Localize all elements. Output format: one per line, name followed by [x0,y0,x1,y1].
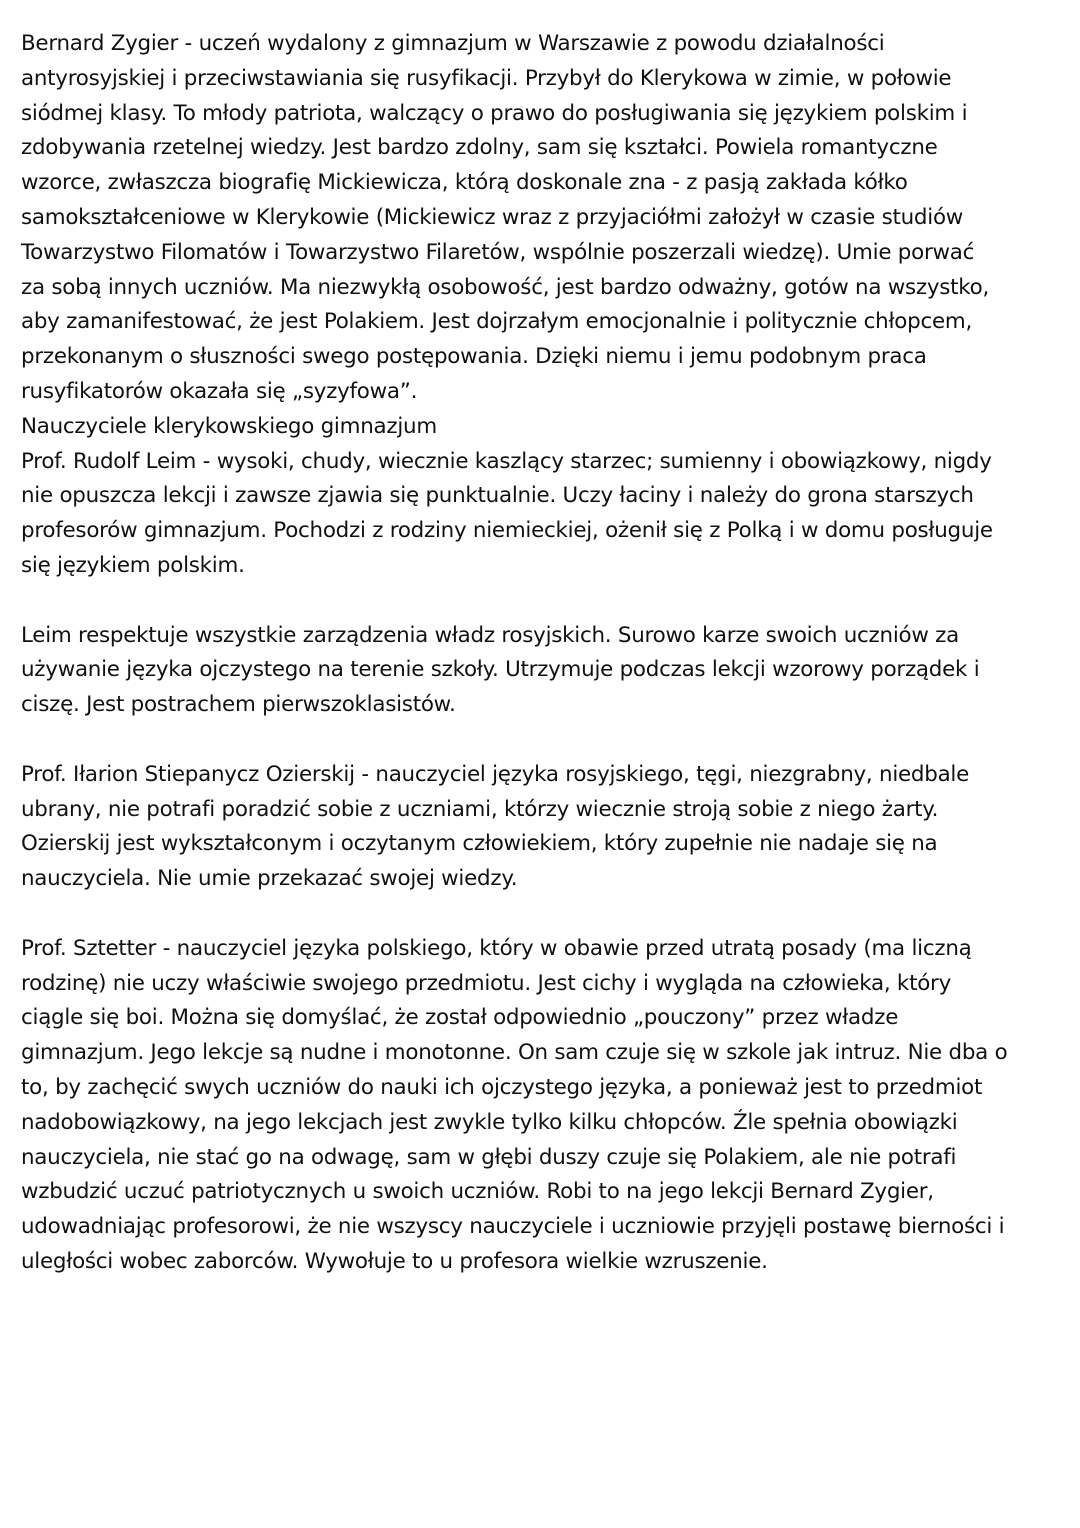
document-page [21,27,1061,1280]
text-line: to, by zachęcić swych uczniów do nauki ich ojczystego języka, a ponieważ jest to przedmiot [21,1074,983,1100]
text-line: Prof. Rudolf Leim - wysoki, chudy, wiecznie kaszlący starzec; sumienny i obowiązkowy, nigdy [21,448,992,474]
text-line: uległości wobec zaborców. Wywołuje to u profesora wielkie wzruszenie. [21,1248,768,1274]
text-line: rodzinę) nie uczy właściwie swojego przedmiotu. Jest cichy i wygląda na człowieka, który [21,970,951,996]
text-line: wzorce, zwłaszcza biografię Mickiewicza, którą doskonale zna - z pasją zakłada kółko [21,170,908,196]
paragraph-spacer [21,723,1061,758]
text-line: za sobą innych uczniów. Ma niezwykłą osobowość, jest bardzo odważny, gotów na wszystko, [21,274,990,300]
text-line: nauczyciela, nie stać go na odwagę, sam w głębi duszy czuje się Polakiem, ale nie potrafi [21,1144,957,1170]
text-line: używanie języka ojczystego na terenie szkoły. Utrzymuje podczas lekcji wzorowy porządek i [21,657,980,683]
text-line: nie opuszcza lekcji i zawsze zjawia się punktualnie. Uczy łaciny i należy do grona starszych [21,483,974,509]
paragraph-spacer [21,897,1061,932]
paragraph-leim-1 [21,445,1061,584]
text-line: wzbudzić uczuć patriotycznych u swoich uczniów. Robi to na jego lekcji Bernard Zygier, [21,1179,934,1205]
text-line: ubrany, nie potrafi poradzić sobie z uczniami, którzy wiecznie stroją sobie z niego żarty. [21,796,939,822]
text-line: samokształceniowe w Klerykowie (Mickiewicz wraz z przyjaciółmi założył w czasie studiów [21,204,964,230]
text-line: ciszę. Jest postrachem pierwszoklasistów. [21,692,456,718]
text-line: Towarzystwo Filomatów i Towarzystwo Filaretów, wspólnie poszerzali wiedzę). Umie porwać [21,239,975,265]
section-heading: Nauczyciele klerykowskiego gimnazjum [21,413,437,439]
text-line: zdobywania rzetelnej wiedzy. Jest bardzo zdolny, sam się kształci. Powiela romantyczne [21,135,938,161]
text-line: gimnazjum. Jego lekcje są nudne i monotonne. On sam czuje się w szkole jak intruz. Nie dba o [21,1040,1008,1066]
text-line: nadobowiązkowy, na jego lekcjach jest zwykle tylko kilku chłopców. Źle spełnia obowiązki [21,1109,958,1135]
text-line: Leim respektuje wszystkie zarządzenia władz rosyjskich. Surowo karze swoich uczniów za [21,622,959,648]
paragraph-sztetter [21,932,1061,1280]
paragraph-ozierskij [21,758,1061,897]
text-line: Bernard Zygier - uczeń wydalony z gimnazjum w Warszawie z powodu działalności [21,31,885,56]
text-line: rusyfikatorów okazała się „syzyfowa”. [21,378,418,404]
text-line: siódmej klasy. To młody patriota, walczący o prawo do posługiwania się językiem polskim i [21,100,968,126]
text-line: nauczyciela. Nie umie przekazać swojej wiedzy. [21,866,518,892]
text-line: się językiem polskim. [21,552,245,578]
text-line: profesorów gimnazjum. Pochodzi z rodziny niemieckiej, ożenił się z Polką i w domu posługuje [21,518,993,544]
text-line: Ozierskij jest wykształconym i oczytanym człowiekiem, który zupełnie nie nadaje się na [21,831,938,857]
text-line: Prof. Iłarion Stiepanycz Ozierskij - nauczyciel języka rosyjskiego, tęgi, niezgrabny, niedbale [21,761,970,787]
text-line: udowadniając profesorowi, że nie wszyscy nauczyciele i uczniowie przyjęli postawę bierności i [21,1214,1005,1240]
paragraph-zygier [21,27,1061,410]
paragraph-spacer [21,584,1061,619]
paragraph-leim-2 [21,619,1061,723]
text-line: Prof. Sztetter - nauczyciel języka polskiego, który w obawie przed utratą posady (ma liczną [21,935,972,961]
text-line: antyrosyjskiej i przeciwstawiania się rusyfikacji. Przybył do Klerykowa w zimie, w połowie [21,65,952,91]
text-line: aby zamanifestować, że jest Polakiem. Jest dojrzałym emocjonalnie i politycznie chłopcem, [21,309,973,335]
text-line: przekonanym o słuszności swego postępowania. Dzięki niemu i jemu podobnym praca [21,344,927,370]
text-line: ciągle się boi. Można się domyślać, że został odpowiednio „pouczony” przez władze [21,1005,899,1031]
